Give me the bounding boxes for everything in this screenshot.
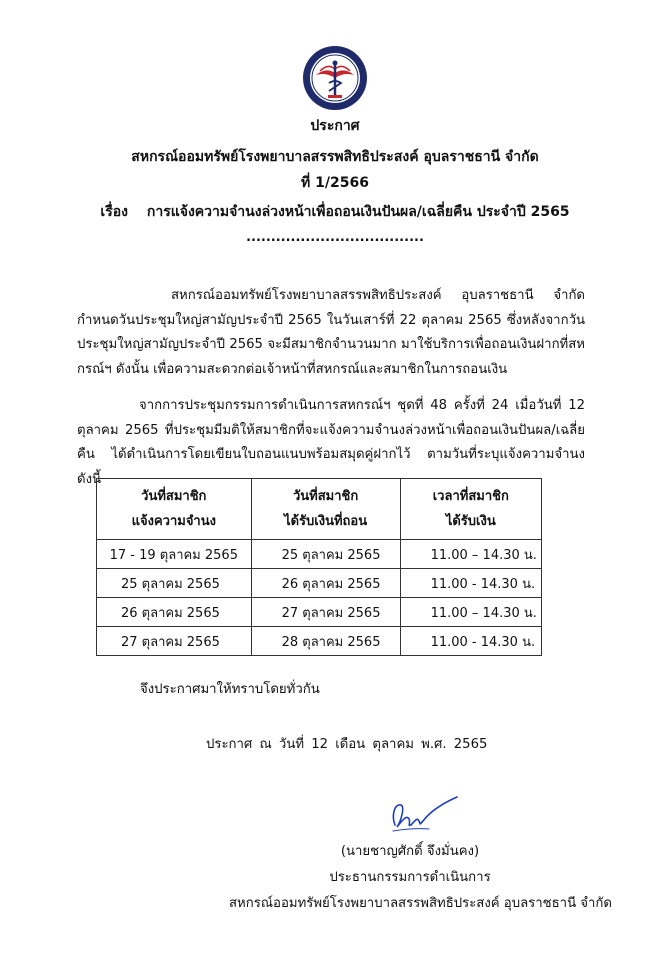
signer-name: (นายชาญศักดิ์ จึงมั่นคง): [340, 844, 480, 859]
cell-receive-date: 26 ตุลาคม 2565: [251, 569, 400, 598]
table-row: [97, 569, 542, 598]
header-line: ได้รับเงินที่ถอน: [284, 514, 368, 529]
header-line: เวลาที่สมาชิก: [432, 489, 509, 504]
cell-notify-date: 25 ตุลาคม 2565: [97, 569, 252, 598]
cell-receive-date: 27 ตุลาคม 2565: [251, 598, 400, 627]
table-row: [97, 540, 542, 569]
organization-heading: สหกรณ์ออมทรัพย์โรงพยาบาลสรรพสิทธิประสงค์ อุบลราชธานี จำกัด: [131, 149, 539, 165]
announcement-number: ที่ 1/2566: [301, 175, 369, 191]
header-notify-date: [97, 479, 252, 540]
schedule-table: [96, 478, 542, 656]
table-row: [97, 627, 542, 656]
cell-receive-date: 25 ตุลาคม 2565: [251, 540, 400, 569]
header-line: แจ้งความจำนง: [131, 514, 216, 529]
header-line: วันที่สมาชิก: [292, 489, 359, 504]
subject-text: การแจ้งความจำนงล่วงหน้าเพื่อถอนเงินปันผล/เฉลี่ยคืน ประจำปี 2565: [146, 204, 570, 220]
separator-dots: ....................................: [246, 230, 424, 245]
signer-title: ประธานกรรมการดำเนินการ: [329, 870, 491, 885]
table-row: [97, 598, 542, 627]
handwritten-signature: [385, 795, 465, 837]
subject-line: [0, 201, 670, 223]
table-header-row: [97, 479, 542, 540]
cell-receive-time: 11.00 - 14.30 น.: [400, 627, 541, 656]
cell-receive-time: 11.00 – 14.30 น.: [400, 598, 541, 627]
cell-receive-time: 11.00 – 14.30 น.: [400, 540, 541, 569]
paragraph-2-text: จากการประชุมกรรมการดำเนินการสหกรณ์ฯ ชุดที่ 48 ครั้งที่ 24 เมื่อวันที่ 12 ตุลาคม 2565 ที่ประชุมมีมติให้สมาชิกที่จะแจ้งความจำนงล่วงหน้าเพื่อถอนเงินปันผล/เฉลี่ยคืน ได้ดำเนินการโดยเขียนใบถอนแนบพร้อมสมุดคู่ฝากไว้ ตามวันที่ระบุแจ้งความจำนง ดังนี้: [77, 398, 585, 487]
announcement-dateline: ประกาศ ณ วันที่ 12 เดือน ตุลาคม พ.ศ. 2565: [206, 737, 488, 752]
header-line: ได้รับเงิน: [445, 514, 496, 529]
header-receive-date: [251, 479, 400, 540]
subject-label: เรื่อง: [100, 204, 128, 220]
cell-receive-date: 28 ตุลาคม 2565: [251, 627, 400, 656]
closing-statement: จึงประกาศมาให้ทราบโดยทั่วกัน: [140, 682, 320, 697]
header-receive-time: [400, 479, 541, 540]
paragraph-1: [77, 284, 585, 382]
announcement-heading: ประกาศ: [310, 118, 360, 134]
signer-organization: สหกรณ์ออมทรัพย์โรงพยาบาลสรรพสิทธิประสงค์ อุบลราชธานี จำกัด: [229, 896, 612, 911]
paragraph-1-text: สหกรณ์ออมทรัพย์โรงพยาบาลสรรพสิทธิประสงค์ อุบลราชธานี จำกัด กำหนดวันประชุมใหญ่สามัญประจำปี 2565 ในวันเสาร์ที่ 22 ตุลาคม 2565 ซึ่งหลังจากวันประชุมใหญ่สามัญประจำปี 2565 จะมีสมาชิกจำนวนมาก มาใช้บริการเพื่อถอนเงินฝากที่สหกรณ์ฯ ดังนั้น เพื่อความสะดวกต่อเจ้าหน้าที่สหกรณ์และสมาชิกในการถอนเงิน: [77, 288, 585, 377]
header-line: วันที่สมาชิก: [141, 489, 207, 504]
cooperative-logo-icon: [302, 45, 368, 111]
cell-notify-date: 27 ตุลาคม 2565: [97, 627, 252, 656]
cell-notify-date: 17 - 19 ตุลาคม 2565: [97, 540, 252, 569]
cell-receive-time: 11.00 - 14.30 น.: [400, 569, 541, 598]
cell-notify-date: 26 ตุลาคม 2565: [97, 598, 252, 627]
